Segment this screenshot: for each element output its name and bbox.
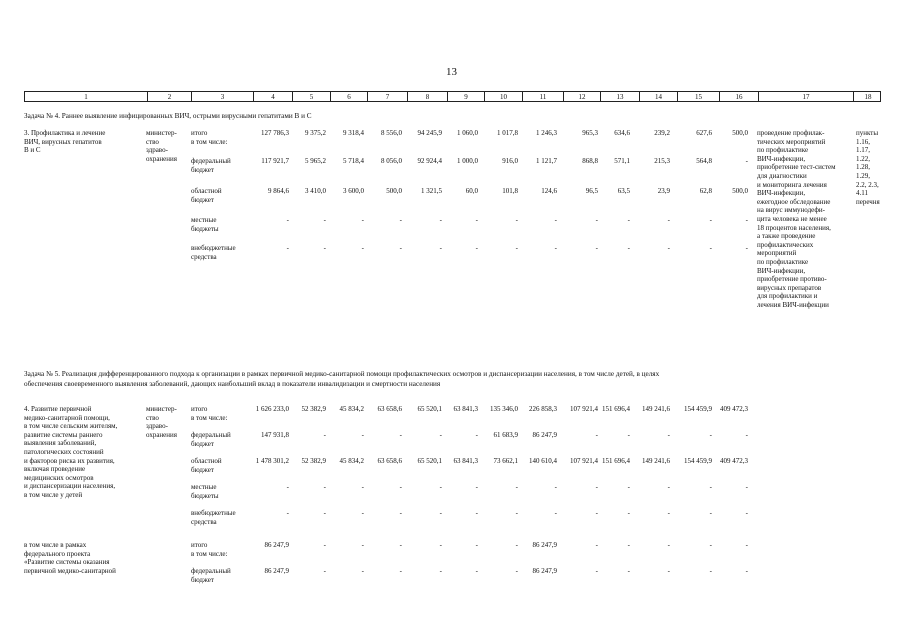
header-col-10: 10: [484, 92, 522, 101]
s4-name-line: медико-санитарной помощи,: [24, 413, 110, 422]
s3-row-label-line: итого: [191, 129, 208, 137]
s3-row-label-line: бюджет: [191, 195, 214, 204]
s3-result-line: для диагностики: [757, 172, 807, 180]
value-cell: -: [323, 244, 326, 252]
s3-result-line: тических мероприятий: [757, 137, 826, 146]
s4-row-label-line: средства: [191, 517, 217, 526]
value-cell: -: [439, 431, 442, 439]
value-cell: -: [323, 431, 326, 439]
value-cell: 52 382,9: [301, 405, 326, 413]
s4-executor-line: ство: [146, 413, 159, 422]
s4-executor-line: здраво-: [146, 422, 168, 431]
value-cell: 65 520,1: [417, 457, 442, 465]
value-cell: 3 410,0: [305, 187, 326, 195]
s3-points-line: 4.11: [856, 189, 868, 198]
value-cell: 564,8: [696, 157, 712, 165]
value-cell: 1 017,8: [497, 129, 518, 137]
s3-result-line: мероприятий: [757, 249, 797, 258]
value-cell: -: [323, 567, 326, 575]
s3-points-line: 1.29,: [856, 172, 870, 180]
value-cell: -: [667, 431, 670, 439]
s3-result-line: приобретение тест-систем: [757, 163, 836, 172]
value-cell: 63 841,3: [453, 457, 478, 465]
value-cell: -: [323, 509, 326, 517]
value-cell: -: [709, 541, 712, 549]
value-cell: 140 610,4: [529, 457, 557, 465]
value-cell: 627,6: [696, 129, 712, 137]
value-cell: 9 375,2: [305, 129, 326, 137]
s3-result-line: по профилактике: [757, 146, 809, 155]
value-cell: 63,5: [617, 187, 630, 195]
value-cell: -: [399, 509, 402, 517]
value-cell: 63 658,6: [377, 405, 402, 413]
s4b-row-label-line: бюджет: [191, 575, 214, 584]
value-cell: 3 600,0: [343, 187, 364, 195]
s4-row-label-line: федеральный: [191, 431, 231, 439]
value-cell: 52 382,9: [301, 457, 326, 465]
value-cell: 63 658,6: [377, 457, 402, 465]
s4b-name-line: в том числе в рамках: [24, 541, 87, 549]
value-cell: -: [399, 567, 402, 575]
value-cell: 916,0: [502, 157, 518, 165]
s3-points-line: 1.22,: [856, 154, 870, 163]
value-cell: 500,0: [732, 129, 748, 137]
value-cell: -: [595, 244, 598, 252]
value-cell: 5 965,2: [305, 157, 326, 165]
s4-name-line: патологических состояний: [24, 448, 104, 456]
s4-name-line: развитие системы раннего: [24, 430, 103, 439]
page-number: 13: [446, 66, 457, 78]
value-cell: -: [667, 541, 670, 549]
value-cell: -: [439, 244, 442, 252]
value-cell: 571,1: [614, 157, 630, 165]
s3-result-line: а также проведение: [757, 232, 816, 241]
s3-executor-line: охранения: [146, 154, 177, 163]
s4-row-label-line: бюджет: [191, 465, 214, 474]
value-cell: 5 718,4: [343, 157, 364, 165]
value-cell: 107 921,4: [570, 457, 598, 465]
s4-row-label-line: в том числе:: [191, 413, 228, 422]
value-cell: 92 924,4: [417, 157, 442, 165]
value-cell: -: [709, 244, 712, 252]
s3-row-label-line: бюджет: [191, 165, 214, 174]
value-cell: 8 556,0: [381, 129, 402, 137]
value-cell: -: [745, 157, 748, 165]
s3-result-line: ВИЧ-инфекции,: [757, 266, 806, 275]
value-cell: -: [627, 567, 630, 575]
value-cell: -: [515, 244, 518, 252]
s3-result-line: ВИЧ-инфекции,: [757, 189, 806, 198]
value-cell: -: [475, 244, 478, 252]
s3-executor-line: здраво-: [146, 146, 168, 155]
value-cell: -: [515, 567, 518, 575]
s3-result-line: приобретение противо-: [757, 275, 827, 284]
value-cell: 86 247,9: [532, 431, 557, 439]
value-cell: -: [361, 509, 364, 517]
s3-result-line: проведение профилак-: [757, 129, 825, 137]
value-cell: 61 683,9: [493, 431, 518, 439]
value-cell: -: [667, 244, 670, 252]
value-cell: 86 247,9: [264, 567, 289, 575]
value-cell: -: [627, 509, 630, 517]
value-cell: 1 246,3: [536, 129, 557, 137]
value-cell: 63 841,3: [453, 405, 478, 413]
value-cell: -: [515, 216, 518, 224]
s3-result-line: цита человека не менее: [757, 215, 827, 223]
task-5-heading-line-1: Задача № 5. Реализация дифференцированного подхода к организации в рамках первичной медико-санитарной помощи профилактических осмотров и диспансеризации населения, в том числе детей, в целях: [24, 370, 660, 378]
s3-name-line: В и С: [24, 146, 41, 155]
s3-name-line: ВИЧ, вирусных гепатитов: [24, 137, 102, 146]
value-cell: 62,8: [699, 187, 712, 195]
value-cell: -: [667, 483, 670, 491]
value-cell: -: [627, 431, 630, 439]
s3-points-line: 1.17,: [856, 146, 870, 155]
value-cell: -: [515, 509, 518, 517]
s4-executor-line: охранения: [146, 430, 177, 439]
value-cell: -: [709, 431, 712, 439]
s3-result-line: 18 процентов населения,: [757, 223, 831, 232]
value-cell: -: [745, 483, 748, 491]
value-cell: -: [709, 483, 712, 491]
value-cell: -: [399, 216, 402, 224]
s4-name-line: и факторов риска их развития,: [24, 456, 115, 465]
value-cell: -: [515, 541, 518, 549]
value-cell: -: [361, 483, 364, 491]
value-cell: -: [361, 541, 364, 549]
s3-result-line: ВИЧ-инфекции,: [757, 154, 806, 163]
header-col-3: 3: [191, 92, 253, 101]
value-cell: -: [595, 541, 598, 549]
value-cell: 127 786,3: [261, 129, 289, 137]
s3-points-line: 1.28,: [856, 163, 870, 172]
header-col-13: 13: [600, 92, 639, 101]
value-cell: -: [286, 509, 289, 517]
value-cell: 60,0: [465, 187, 478, 195]
header-col-11: 11: [522, 92, 563, 101]
s3-row-label-line: бюджеты: [191, 224, 219, 233]
value-cell: -: [475, 509, 478, 517]
s4b-name-line: первичной медико-санитарной: [24, 566, 116, 575]
value-cell: -: [286, 216, 289, 224]
value-cell: -: [627, 216, 630, 224]
s4-name-line: медицинских осмотров: [24, 473, 94, 482]
value-cell: -: [361, 567, 364, 575]
value-cell: -: [554, 509, 557, 517]
s3-result-line: на вирус иммунодефи-: [757, 206, 825, 215]
s3-points-line: пункты: [856, 129, 879, 137]
value-cell: 154 459,9: [684, 457, 712, 465]
value-cell: 86 247,9: [532, 567, 557, 575]
value-cell: 117 921,7: [261, 157, 289, 165]
value-cell: 1 000,0: [457, 157, 478, 165]
value-cell: 965,3: [582, 129, 598, 137]
s3-points-line: перечня: [856, 197, 880, 206]
s3-row-label-line: внебюджетные: [191, 244, 236, 252]
value-cell: -: [361, 244, 364, 252]
value-cell: -: [439, 541, 442, 549]
value-cell: 124,6: [541, 187, 557, 195]
value-cell: 226 858,3: [529, 405, 557, 413]
s3-row-label-line: федеральный: [191, 157, 231, 165]
value-cell: -: [439, 216, 442, 224]
s3-result-line: лечения ВИЧ-инфекции: [757, 301, 829, 309]
s4b-row-label-line: итого: [191, 541, 208, 549]
value-cell: -: [745, 216, 748, 224]
value-cell: 86 247,9: [264, 541, 289, 549]
value-cell: 149 241,6: [642, 457, 670, 465]
s4-name-line: выявления заболеваний,: [24, 439, 97, 448]
s3-result-line: ежегодное обследование: [757, 197, 831, 206]
header-col-4: 4: [253, 92, 292, 101]
value-cell: 500,0: [732, 187, 748, 195]
value-cell: -: [595, 431, 598, 439]
value-cell: -: [667, 216, 670, 224]
value-cell: 634,6: [614, 129, 630, 137]
header-col-5: 5: [292, 92, 330, 101]
s3-row-label-line: местные: [191, 216, 217, 224]
value-cell: -: [286, 244, 289, 252]
value-cell: -: [475, 567, 478, 575]
value-cell: 151 696,4: [602, 405, 630, 413]
s4-row-label-line: местные: [191, 483, 217, 491]
s3-points-line: 1.16,: [856, 137, 870, 146]
header-col-17: 17: [758, 92, 853, 101]
value-cell: -: [439, 567, 442, 575]
value-cell: -: [515, 483, 518, 491]
value-cell: 215,3: [654, 157, 670, 165]
s4b-name-line: федерального проекта: [24, 549, 91, 558]
s3-result-line: профилактических: [757, 240, 814, 249]
value-cell: -: [361, 216, 364, 224]
value-cell: 1 060,0: [457, 129, 478, 137]
s3-points-line: 2.2, 2.3,: [856, 180, 879, 189]
header-col-15: 15: [677, 92, 719, 101]
s4-name-line: в том числе сельским жителям,: [24, 422, 118, 431]
value-cell: -: [399, 541, 402, 549]
s3-executor-line: министер-: [146, 129, 177, 137]
s4-row-label-line: бюджет: [191, 439, 214, 448]
value-cell: -: [667, 509, 670, 517]
value-cell: 409 472,3: [720, 457, 748, 465]
header-col-6: 6: [330, 92, 367, 101]
value-cell: 147 931,8: [261, 431, 289, 439]
value-cell: -: [709, 216, 712, 224]
value-cell: 409 472,3: [720, 405, 748, 413]
header-col-1: 1: [84, 93, 88, 101]
value-cell: 101,8: [502, 187, 518, 195]
s3-result-line: и мониторинга лечения: [757, 180, 827, 189]
table-header-row: [24, 91, 881, 102]
value-cell: 45 834,2: [339, 405, 364, 413]
value-cell: -: [323, 216, 326, 224]
value-cell: -: [439, 483, 442, 491]
value-cell: -: [361, 431, 364, 439]
s4-row-label-line: итого: [191, 405, 208, 413]
value-cell: 151 696,4: [602, 457, 630, 465]
value-cell: 94 245,9: [417, 129, 442, 137]
value-cell: -: [745, 567, 748, 575]
value-cell: -: [595, 509, 598, 517]
s4b-name-line: «Развитие системы оказания: [24, 558, 110, 567]
value-cell: 45 834,2: [339, 457, 364, 465]
value-cell: -: [475, 483, 478, 491]
value-cell: -: [554, 216, 557, 224]
value-cell: -: [399, 483, 402, 491]
value-cell: -: [554, 244, 557, 252]
header-col-18: 18: [853, 92, 882, 101]
value-cell: 96,5: [585, 187, 598, 195]
s4b-row-label-line: федеральный: [191, 567, 231, 575]
value-cell: -: [667, 567, 670, 575]
value-cell: 86 247,9: [532, 541, 557, 549]
value-cell: -: [745, 244, 748, 252]
header-col-14: 14: [639, 92, 677, 101]
value-cell: 500,0: [386, 187, 402, 195]
s3-result-line: для профилактики и: [757, 292, 818, 301]
s4-row-label-line: внебюджетные: [191, 509, 236, 517]
task-4-heading: Задача № 4. Раннее выявление инфицированных ВИЧ, острыми вирусными гепатитами В и С: [24, 112, 312, 120]
header-col-7: 7: [367, 92, 407, 101]
value-cell: 9 864,6: [268, 187, 289, 195]
value-cell: 107 921,4: [570, 405, 598, 413]
value-cell: 23,9: [657, 187, 670, 195]
value-cell: -: [475, 541, 478, 549]
value-cell: -: [627, 541, 630, 549]
value-cell: -: [399, 431, 402, 439]
value-cell: 1 121,7: [536, 157, 557, 165]
value-cell: 9 318,4: [343, 129, 364, 137]
value-cell: -: [627, 483, 630, 491]
value-cell: 1 321,5: [421, 187, 442, 195]
header-col-8: 8: [407, 92, 447, 101]
s4-row-label-line: бюджеты: [191, 491, 219, 500]
value-cell: -: [475, 216, 478, 224]
value-cell: 65 520,1: [417, 405, 442, 413]
value-cell: -: [323, 483, 326, 491]
s4-name-line: включая проведение: [24, 465, 86, 474]
s4-row-label-line: областной: [191, 457, 222, 465]
s3-row-label-line: областной: [191, 187, 222, 195]
value-cell: 149 241,6: [642, 405, 670, 413]
s3-row-label-line: в том числе:: [191, 137, 228, 146]
header-col-9: 9: [447, 92, 484, 101]
value-cell: -: [475, 431, 478, 439]
value-cell: -: [709, 509, 712, 517]
s4-name-line: 4. Развитие первичной: [24, 405, 92, 413]
value-cell: 1 626 233,0: [255, 405, 289, 413]
value-cell: -: [439, 509, 442, 517]
value-cell: 73 662,1: [493, 457, 518, 465]
s3-result-line: вирусных препаратов: [757, 283, 822, 292]
value-cell: 135 346,0: [490, 405, 518, 413]
s4b-row-label-line: в том числе:: [191, 549, 228, 558]
value-cell: -: [399, 244, 402, 252]
value-cell: 8 056,0: [381, 157, 402, 165]
s3-executor-line: ство: [146, 137, 159, 146]
s4-executor-line: министер-: [146, 405, 177, 413]
header-col-2: 2: [147, 92, 191, 101]
value-cell: -: [554, 483, 557, 491]
value-cell: 239,2: [654, 129, 670, 137]
value-cell: 868,8: [582, 157, 598, 165]
header-col-12: 12: [563, 92, 600, 101]
value-cell: -: [286, 483, 289, 491]
s3-name-line: 3. Профилактика и лечение: [24, 129, 106, 137]
value-cell: -: [627, 244, 630, 252]
value-cell: 1 478 301,2: [255, 457, 289, 465]
value-cell: 154 459,9: [684, 405, 712, 413]
value-cell: -: [595, 567, 598, 575]
value-cell: -: [745, 509, 748, 517]
value-cell: -: [745, 431, 748, 439]
s3-row-label-line: средства: [191, 252, 217, 261]
task-5-heading-line-2: обеспечения своевременного выявления заболеваний, дающих наибольший вклад в показатели инвалидизации и смертности населения: [24, 380, 441, 388]
value-cell: -: [709, 567, 712, 575]
value-cell: -: [595, 483, 598, 491]
s3-result-line: по профилактике: [757, 258, 809, 266]
header-col-16: 16: [719, 92, 758, 101]
s4-name-line: и диспансеризации населения,: [24, 482, 116, 491]
value-cell: -: [323, 541, 326, 549]
value-cell: -: [745, 541, 748, 549]
value-cell: -: [595, 216, 598, 224]
s4-name-line: в том числе у детей: [24, 491, 83, 499]
